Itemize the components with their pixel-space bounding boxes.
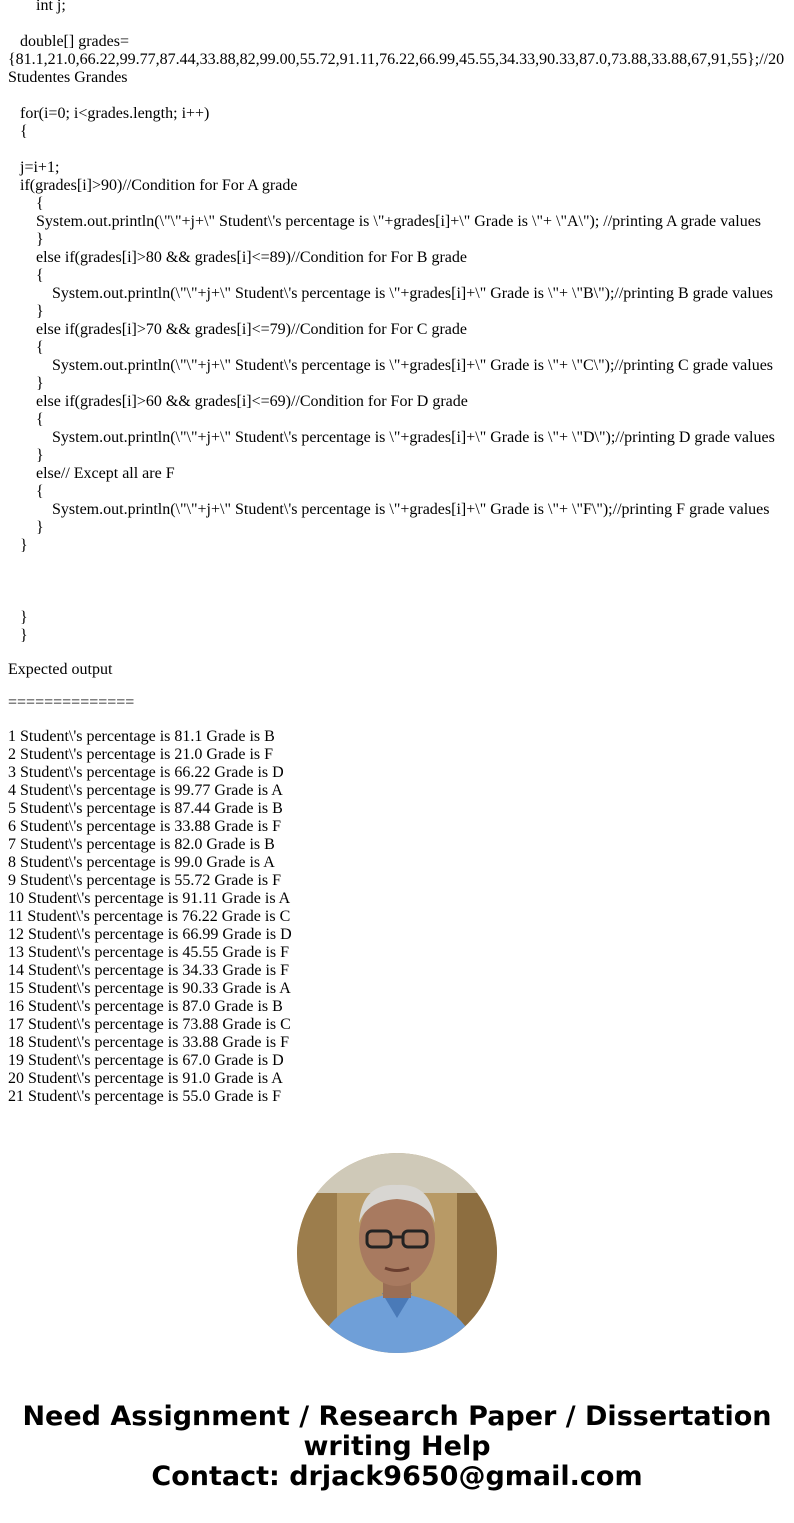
output-line: 12 Student\'s percentage is 66.99 Grade is D: [8, 926, 292, 943]
code-line: [8, 555, 784, 573]
output-line: 18 Student\'s percentage is 33.88 Grade is F: [8, 1034, 290, 1051]
code-line: Studentes Grandes: [8, 69, 128, 86]
code-line: }: [8, 231, 44, 248]
code-line: }: [8, 627, 28, 644]
output-line: 1 Student\'s percentage is 81.1 Grade is B: [8, 728, 275, 745]
output-line: 20 Student\'s percentage is 91.0 Grade is A: [8, 1070, 283, 1087]
output-line: 16 Student\'s percentage is 87.0 Grade is B: [8, 998, 283, 1015]
output-line: 10 Student\'s percentage is 91.11 Grade is A: [8, 890, 291, 907]
code-line: [8, 573, 784, 591]
promo-line: writing Help: [303, 1431, 491, 1462]
promo-line: Need Assignment / Research Paper / Dissertation: [22, 1401, 772, 1432]
code-line: System.out.println(\"\"+j+\" Student\'s percentage is \"+grades[i]+\" Grade is \"+ \"B\");//printing B grade values: [8, 285, 774, 302]
code-line: {: [8, 267, 44, 284]
output-line: 8 Student\'s percentage is 99.0 Grade is A: [8, 854, 275, 871]
promo-contact: Contact: drjack9650@gmail.com: [151, 1461, 643, 1492]
code-line: System.out.println(\"\"+j+\" Student\'s percentage is \"+grades[i]+\" Grade is \"+ \"C\");//printing C grade values: [8, 357, 774, 374]
output-line: 6 Student\'s percentage is 33.88 Grade is F: [8, 818, 282, 835]
expected-output-label: Expected output: [8, 661, 113, 678]
output-list: [8, 728, 292, 1106]
output-line: 4 Student\'s percentage is 99.77 Grade is A: [8, 782, 283, 799]
output-line: 19 Student\'s percentage is 67.0 Grade is D: [8, 1052, 284, 1069]
output-line: 2 Student\'s percentage is 21.0 Grade is F: [8, 746, 274, 763]
code-line: j=i+1;: [8, 159, 60, 176]
code-line: double[] grades=: [8, 33, 129, 50]
code-line: else// Except all are F: [8, 465, 175, 482]
output-line: 9 Student\'s percentage is 55.72 Grade is F: [8, 872, 282, 889]
code-line: {: [8, 411, 44, 428]
code-line: {: [8, 483, 44, 500]
code-line: System.out.println(\"\"+j+\" Student\'s percentage is \"+grades[i]+\" Grade is \"+ \"A\"); //printing A grade values: [8, 213, 762, 230]
code-line: }: [8, 447, 44, 464]
code-line: else if(grades[i]>60 && grades[i]<=69)//Condition for For D grade: [8, 393, 468, 410]
code-line: [8, 591, 784, 609]
code-line: [8, 141, 784, 159]
code-line: }: [8, 537, 28, 554]
separator: ==============: [8, 694, 135, 711]
output-line: 17 Student\'s percentage is 73.88 Grade is C: [8, 1016, 291, 1033]
output-line: 3 Student\'s percentage is 66.22 Grade is D: [8, 764, 284, 781]
code-line: {81.1,21.0,66.22,99.77,87.44,33.88,82,99.00,55.72,91.11,76.22,66.99,45.55,34.33,90.33,87.0,73.88,33.88,67,91,55};//20: [8, 51, 785, 68]
output-line: 14 Student\'s percentage is 34.33 Grade is F: [8, 962, 290, 979]
code-line: }: [8, 609, 28, 626]
code-line: {: [8, 123, 28, 140]
output-line: 15 Student\'s percentage is 90.33 Grade is A: [8, 980, 291, 997]
code-line: int j;: [8, 0, 66, 14]
code-line: if(grades[i]>90)//Condition for For A grade: [8, 177, 298, 194]
output-line: 5 Student\'s percentage is 87.44 Grade is B: [8, 800, 283, 817]
output-line: 21 Student\'s percentage is 55.0 Grade is F: [8, 1088, 282, 1105]
output-line: 11 Student\'s percentage is 76.22 Grade is C: [8, 908, 291, 925]
code-line: {: [8, 339, 44, 356]
code-block: [8, 0, 784, 645]
code-line: }: [8, 303, 44, 320]
code-line: {: [8, 195, 44, 212]
code-line: else if(grades[i]>70 && grades[i]<=79)//Condition for For C grade: [8, 321, 467, 338]
output-line: 13 Student\'s percentage is 45.55 Grade is F: [8, 944, 290, 961]
avatar: [297, 1153, 497, 1353]
code-line: else if(grades[i]>80 && grades[i]<=89)//Condition for For B grade: [8, 249, 467, 266]
avatar-photo-icon: [297, 1153, 497, 1353]
code-line: [8, 15, 784, 33]
code-line: }: [8, 375, 44, 392]
code-line: }: [8, 519, 44, 536]
code-line: System.out.println(\"\"+j+\" Student\'s percentage is \"+grades[i]+\" Grade is \"+ \"F\");//printing F grade values: [8, 501, 770, 518]
code-line: System.out.println(\"\"+j+\" Student\'s percentage is \"+grades[i]+\" Grade is \"+ \"D\");//printing D grade values: [8, 429, 775, 446]
code-line: [8, 87, 784, 105]
code-line: for(i=0; i<grades.length; i++): [8, 105, 210, 122]
output-line: 7 Student\'s percentage is 82.0 Grade is B: [8, 836, 275, 853]
promo-banner: [0, 1402, 794, 1492]
